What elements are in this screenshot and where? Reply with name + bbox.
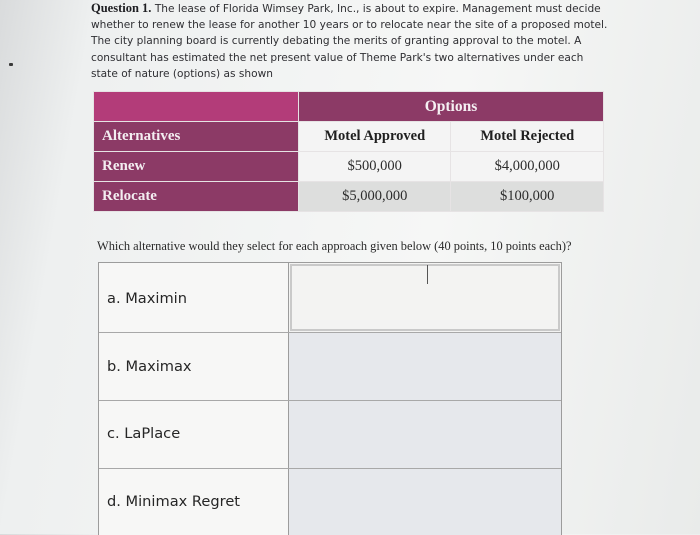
answer-grid: [98, 262, 562, 535]
answer-label-maximax: b. Maximax: [107, 358, 192, 375]
answer-label-cell: [99, 401, 289, 468]
answer-row-maximax: [99, 333, 561, 401]
table-cell: $4,000,000: [451, 152, 604, 182]
answer-row-laplace: [99, 401, 561, 469]
question-number: Question 1.: [91, 1, 152, 15]
answer-field-minimax-regret[interactable]: [289, 469, 561, 535]
margin-mark: [9, 63, 13, 66]
answer-label-cell: [99, 333, 289, 400]
row-label-renew: Renew: [94, 152, 299, 182]
options-table: [93, 91, 604, 212]
column-header-motel-rejected: Motel Rejected: [451, 122, 604, 152]
row-label-relocate: Relocate: [94, 182, 299, 212]
column-header-motel-approved: Motel Approved: [299, 122, 451, 152]
table-row: [94, 182, 604, 212]
table-cell: $500,000: [299, 152, 451, 182]
answer-field-maximax[interactable]: [289, 333, 561, 400]
column-header-row: [94, 122, 604, 152]
text-cursor: [427, 265, 428, 284]
answer-label-laplace: c. LaPlace: [107, 425, 181, 442]
question-text-block: [91, 0, 611, 82]
answer-row-minimax-regret: [99, 469, 561, 535]
answer-label-minimax-regret: d. Minimax Regret: [107, 493, 241, 510]
options-header-row: [94, 92, 604, 122]
table-cell: $5,000,000: [299, 182, 451, 212]
table-cell: $100,000: [451, 182, 604, 212]
answer-row-maximin: [99, 263, 561, 333]
answer-field-maximin[interactable]: [289, 263, 561, 332]
answer-field-laplace[interactable]: [289, 401, 561, 468]
question-body: The lease of Florida Wimsey Park, Inc., is about to expire. Management must decide whether to renew the lease for another 10 years or to relocate near the site of a proposed motel. The city planning board is currently debating the merits of granting approval to the motel. A consultant has estimated the net present value of Theme Park's two alternatives under each state of nature (options) as shown: [91, 3, 608, 80]
answer-label-maximin: a. Maximin: [107, 290, 187, 307]
table-row: [94, 152, 604, 182]
instruction-prompt: Which alternative would they select for each approach given below (40 points, 10 points each)?: [97, 239, 572, 253]
answer-label-cell: [99, 469, 289, 535]
options-header: Options: [299, 92, 604, 122]
alternatives-header: Alternatives: [94, 122, 299, 152]
answer-label-cell: [99, 263, 289, 332]
options-corner-cell: [94, 92, 299, 122]
